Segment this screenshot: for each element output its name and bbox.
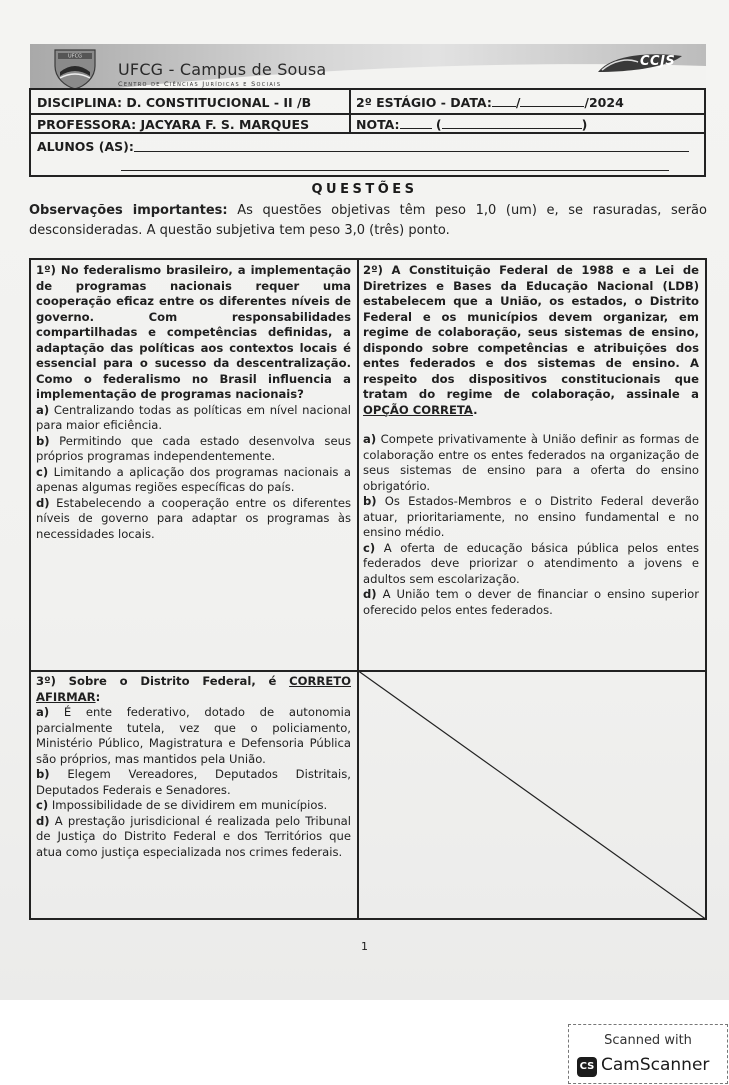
question-1-option-b[interactable]: b) Permitindo que cada estado desenvolva seus próprios programas independentemente.: [36, 433, 351, 463]
camscanner-logo-icon: CS: [577, 1057, 597, 1077]
nota-paren-open: (: [435, 117, 442, 132]
observacoes: [29, 201, 707, 241]
alunos-line-2: [121, 170, 669, 171]
question-1: [36, 263, 351, 542]
alunos-field[interactable]: [37, 139, 134, 154]
question-1-option-c[interactable]: c) Limitando a aplicação dos programas nacionais a apenas algumas regiões específicas do país.: [36, 464, 351, 494]
question-3-option-c[interactable]: c) Impossibilidade de se dividirem em municípios.: [36, 798, 328, 812]
question-2-option-b[interactable]: b) Os Estados-Membros e o Distrito Federal deverão atuar, prioritariamente, no ensino fundamental e no ensino médio.: [363, 494, 699, 539]
estagio-data-field[interactable]: [356, 95, 624, 110]
nota-paren-close: ): [581, 117, 588, 132]
nota-field[interactable]: [356, 117, 587, 132]
observacoes-label: Observações importantes:: [29, 203, 228, 218]
page-number: 1: [361, 940, 368, 953]
scanned-with-text: Scanned with: [604, 1033, 692, 1048]
question-2: [363, 263, 699, 618]
question-2-option-c[interactable]: c) A oferta de educação básica pública pelos entes federados deve priorizar o atendimento a jovens e adultos sem escolarização.: [363, 540, 699, 586]
professora-label: PROFESSORA: JACYARA F. S. MARQUES: [37, 117, 310, 132]
ufcg-crest-logo: [52, 48, 98, 90]
alunos-line-1: [134, 151, 689, 152]
question-3-option-b[interactable]: b) Elegem Vereadores, Deputados Distritais, Deputados Federais e Senadores.: [36, 767, 351, 797]
disciplina-label: DISCIPLINA: D. CONSTITUCIONAL - II /B: [37, 95, 312, 110]
date-slash-year: /2024: [584, 95, 624, 110]
nota-label: NOTA:: [356, 117, 400, 132]
question-1-stem: 1º) No federalismo brasileiro, a implementação de programas nacionais requer uma cooperação eficaz entre os diferentes níveis de governo. Com responsabilidades compartilhadas e competências definidas, a adaptação das políticas aos contextos locais é essencial para o sucesso da descentralização. Como o federalismo no Brasil influencia a implementação de programas nacionais?: [36, 263, 351, 401]
crest-text: UFCG: [68, 53, 82, 60]
question-3-option-d[interactable]: d) A prestação jurisdicional é realizada pelo Tribunal de Justiça do Distrito Federal e dos Territórios que atua como justiça especializada nos crimes federais.: [36, 813, 351, 859]
camscanner-watermark: [568, 1024, 728, 1084]
center-name: Centro de Ciências Jurídicas e Sociais: [118, 80, 282, 88]
question-3-stem: 3º) Sobre o Distrito Federal, é CORRETO AFIRMAR:: [36, 674, 351, 704]
empty-cell-diagonal: [357, 670, 707, 920]
question-2-stem-emphasis: OPÇÃO CORRETA: [363, 402, 474, 417]
info-box: [29, 88, 706, 177]
question-3: [36, 674, 351, 860]
estagio-label: 2º ESTÁGIO - DATA:: [356, 95, 492, 110]
grid-horizontal-divider: [29, 670, 359, 672]
question-3-stem-emphasis: CORRETO AFIRMAR: [36, 674, 351, 704]
university-name: UFCG - Campus de Sousa: [118, 60, 327, 79]
ccjs-logo-text: CCJS: [640, 54, 676, 69]
alunos-label: ALUNOS (AS):: [37, 139, 134, 154]
date-slash-1: /: [515, 95, 521, 110]
question-1-option-a[interactable]: a) Centralizando todas as políticas em nível nacional para maior eficiência.: [36, 402, 351, 432]
question-3-option-a[interactable]: a) É ente federativo, dotado de autonomia parcialmente tutela, vez que o policiamento, Ministério Público, Magistratura e Defensoria Pública são próprios, mas mantidos pela União.: [36, 705, 351, 766]
question-1-option-d[interactable]: d) Estabelecendo a cooperação entre os diferentes níveis de governo para adaptar os programas às necessidades locais.: [36, 495, 351, 541]
observacoes-text: As questões objetivas têm peso 1,0 (um) e, se rasuradas, serão desconsideradas. A questão subjetiva tem peso 3,0 (três) ponto.: [29, 203, 707, 238]
question-2-option-d[interactable]: d) A União tem o dever de financiar o ensino superior oferecido pelos entes federados.: [363, 587, 699, 617]
questoes-title: QUESTÕES: [311, 182, 418, 197]
question-2-stem: 2º) A Constituição Federal de 1988 e a Lei de Diretrizes e Bases da Educação Nacional (LDB) estabelecem que a União, os estados, o Distrito Federal e os municípios devem organizar, em regime de colaboração, seus sistemas de ensino, dispondo sobre competências e atribuições dos entes federados e dos sistemas de ensino. A respeito dos dispositivos constitucionais que tratam do regime de colaboração, assinale a OPÇÃO CORRETA.: [363, 263, 699, 417]
camscanner-brand: CamScanner: [601, 1055, 710, 1075]
question-2-option-a[interactable]: a) Compete privativamente à União definir as formas de colaboração entre os entes federados na organização de seus sistemas de ensino para a oferta do ensino obrigatório.: [363, 432, 699, 493]
